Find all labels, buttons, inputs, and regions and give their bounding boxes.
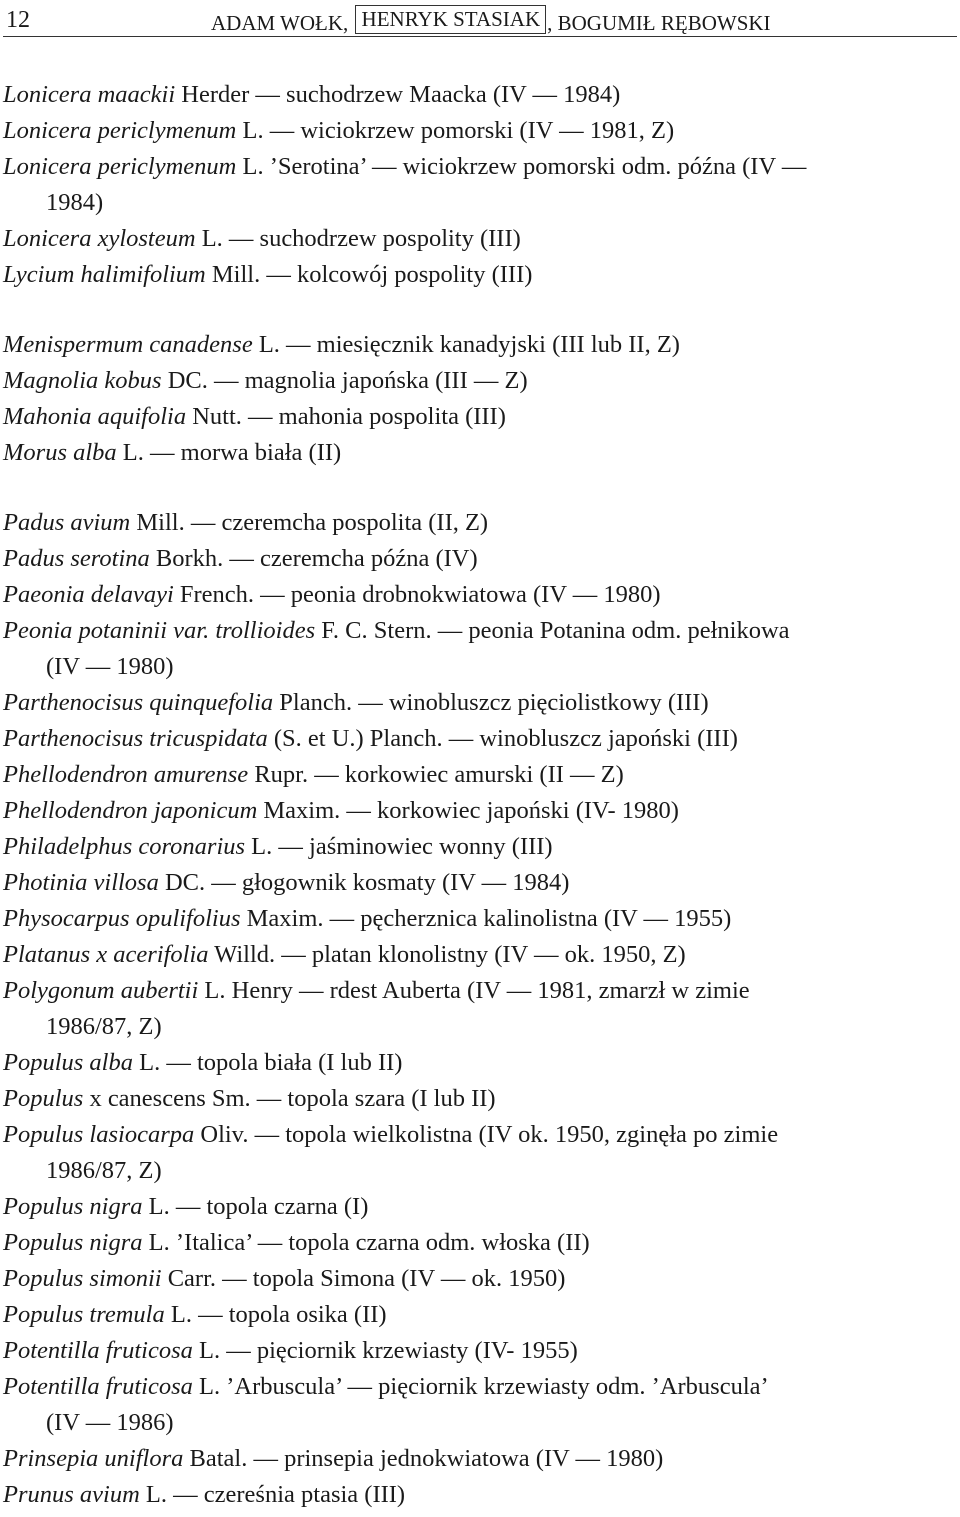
species-name: Populus simonii <box>3 1265 162 1292</box>
species-description-continued: 1986/87, Z) <box>46 1157 162 1184</box>
species-description-continued: (IV — 1986) <box>46 1409 174 1436</box>
author-name: , BOGUMIŁ RĘBOWSKI <box>547 11 771 35</box>
species-description: Carr. — topola Simona (IV — ok. 1950) <box>161 1265 566 1292</box>
species-entry <box>3 1477 955 1513</box>
species-description: Mill. — czeremcha pospolita (II, Z) <box>130 509 489 536</box>
species-entry <box>3 829 955 865</box>
species-entry <box>3 577 955 613</box>
section-gap <box>3 293 955 327</box>
species-entry <box>3 613 955 685</box>
species-entry <box>3 1045 955 1081</box>
species-entry <box>3 1189 955 1225</box>
species-name: Padus serotina <box>3 545 150 572</box>
species-description: DC. — głogownik kosmaty (IV — 1984) <box>158 869 570 896</box>
species-description: F. C. Stern. — peonia Potanina odm. pełnikowa <box>315 617 790 644</box>
species-description: Mill. — kolcowój pospolity (III) <box>205 261 533 288</box>
species-name: Potentilla fruticosa <box>3 1373 193 1400</box>
species-description: L. — czereśnia ptasia (III) <box>139 1481 406 1508</box>
species-name: Lonicera periclymenum <box>3 117 237 144</box>
species-description: Batal. — prinsepia jednokwiatowa (IV — 1980) <box>183 1445 664 1472</box>
species-entry <box>3 221 955 257</box>
species-name: Populus tremula <box>3 1301 165 1328</box>
species-entry <box>3 1369 955 1441</box>
species-name: Populus nigra <box>3 1193 143 1220</box>
species-name: Populus <box>3 1085 84 1112</box>
species-name: Parthenocisus quinquefolia <box>3 689 274 716</box>
species-entry <box>3 1081 955 1117</box>
species-description: French. — peonia drobnokwiatowa (IV — 1980) <box>173 581 661 608</box>
author-name: ADAM WOŁK, <box>211 11 349 35</box>
species-name: Paeonia delavayi <box>3 581 174 608</box>
species-entry <box>3 865 955 901</box>
species-description: L. — topola biała (I lub II) <box>133 1049 403 1076</box>
species-description: DC. — magnolia japońska (III — Z) <box>161 367 528 394</box>
species-description: Planch. — winobluszcz pięciolistkowy (III) <box>273 689 709 716</box>
species-name: Menispermum canadense <box>3 331 253 358</box>
species-entry <box>3 363 955 399</box>
species-name: Parthenocisus tricuspidata <box>3 725 268 752</box>
species-entry <box>3 1261 955 1297</box>
species-entry <box>3 399 955 435</box>
species-name: Prinsepia uniflora <box>3 1445 184 1472</box>
species-name: Platanus x acerifolia <box>3 941 209 968</box>
page-header <box>3 2 957 37</box>
species-name: Prunus avium <box>3 1481 140 1508</box>
species-name: Potentilla fruticosa <box>3 1337 193 1364</box>
species-name: Lonicera maackii <box>3 81 176 108</box>
species-name: Populus nigra <box>3 1229 143 1256</box>
species-description: L. — topola osika (II) <box>164 1301 387 1328</box>
species-description: L. Henry — rdest Auberta (IV — 1981, zmarzł w zimie <box>198 977 750 1004</box>
species-description: L. ’Arbuscula’ — pięciornik krzewiasty odm. ’Arbuscula’ <box>192 1373 769 1400</box>
species-entry <box>3 541 955 577</box>
species-entry <box>3 149 955 221</box>
page-number: 12 <box>6 7 30 33</box>
species-entry <box>3 685 955 721</box>
species-name: Philadelphus coronarius <box>3 833 246 860</box>
species-description: Herder — suchodrzew Maacka (IV — 1984) <box>175 81 621 108</box>
species-entry <box>3 257 955 293</box>
species-entry <box>3 757 955 793</box>
species-description: Maxim. — pęcherznica kalinolistna (IV — 1955) <box>240 905 732 932</box>
species-name: Lonicera periclymenum <box>3 153 237 180</box>
species-entry <box>3 1333 955 1369</box>
species-entry <box>3 901 955 937</box>
species-name: Peonia potaninii var. trollioides <box>3 617 316 644</box>
species-entry <box>3 113 955 149</box>
species-entry <box>3 505 955 541</box>
species-description: L. — suchodrzew pospolity (III) <box>195 225 521 252</box>
species-name: Phellodendron japonicum <box>3 797 258 824</box>
species-name: Populus alba <box>3 1049 133 1076</box>
species-description: L. — wiciokrzew pomorski (IV — 1981, Z) <box>236 117 675 144</box>
species-description: Borkh. — czeremcha późna (IV) <box>149 545 478 572</box>
species-entry <box>3 435 955 471</box>
species-entry <box>3 721 955 757</box>
species-entry <box>3 973 955 1045</box>
species-name: Magnolia kobus <box>3 367 162 394</box>
species-name: Polygonum aubertii <box>3 977 199 1004</box>
species-description-continued: 1984) <box>46 189 104 216</box>
species-name: Morus alba <box>3 439 117 466</box>
species-description: (S. et U.) Planch. — winobluszcz japoński (III) <box>267 725 738 752</box>
species-description-continued: (IV — 1980) <box>46 653 174 680</box>
species-name: Padus avium <box>3 509 131 536</box>
species-description: x canescens Sm. — topola szara (I lub II) <box>83 1085 496 1112</box>
species-description: Oliv. — topola wielkolistna (IV ok. 1950, zginęła po zimie <box>194 1121 779 1148</box>
species-description: L. ’Serotina’ — wiciokrzew pomorski odm. późna (IV — <box>236 153 807 180</box>
species-entry <box>3 793 955 829</box>
species-entry <box>3 1225 955 1261</box>
section-gap <box>3 471 955 505</box>
species-entry <box>3 937 955 973</box>
species-entry <box>3 1297 955 1333</box>
species-description: Rupr. — korkowiec amurski (II — Z) <box>248 761 624 788</box>
species-description-continued: 1986/87, Z) <box>46 1013 162 1040</box>
species-description: L. — morwa biała (II) <box>116 439 342 466</box>
species-entry <box>3 1117 955 1189</box>
author-name-boxed: HENRYK STASIAK <box>355 5 547 34</box>
species-description: L. ’Italica’ — topola czarna odm. włoska (II) <box>142 1229 590 1256</box>
species-name: Phellodendron amurense <box>3 761 249 788</box>
species-entry <box>3 327 955 363</box>
species-name: Lonicera xylosteum <box>3 225 196 252</box>
species-description: Maxim. — korkowiec japoński (IV- 1980) <box>257 797 679 824</box>
species-description: L. — topola czarna (I) <box>142 1193 369 1220</box>
species-name: Mahonia aquifolia <box>3 403 187 430</box>
species-description: Willd. — platan klonolistny (IV — ok. 1950, Z) <box>208 941 686 968</box>
species-name: Lycium halimifolium <box>3 261 206 288</box>
species-list <box>3 77 955 1513</box>
species-name: Physocarpus opulifolius <box>3 905 241 932</box>
species-name: Populus lasiocarpa <box>3 1121 195 1148</box>
running-head-authors <box>211 9 771 38</box>
species-description: L. — pięciornik krzewiasty (IV- 1955) <box>192 1337 578 1364</box>
species-name: Photinia villosa <box>3 869 159 896</box>
species-description: Nutt. — mahonia pospolita (III) <box>186 403 506 430</box>
species-description: L. — jaśminowiec wonny (III) <box>245 833 553 860</box>
species-description: L. — miesięcznik kanadyjski (III lub II, Z) <box>252 331 680 358</box>
species-entry <box>3 1441 955 1477</box>
species-entry <box>3 77 955 113</box>
